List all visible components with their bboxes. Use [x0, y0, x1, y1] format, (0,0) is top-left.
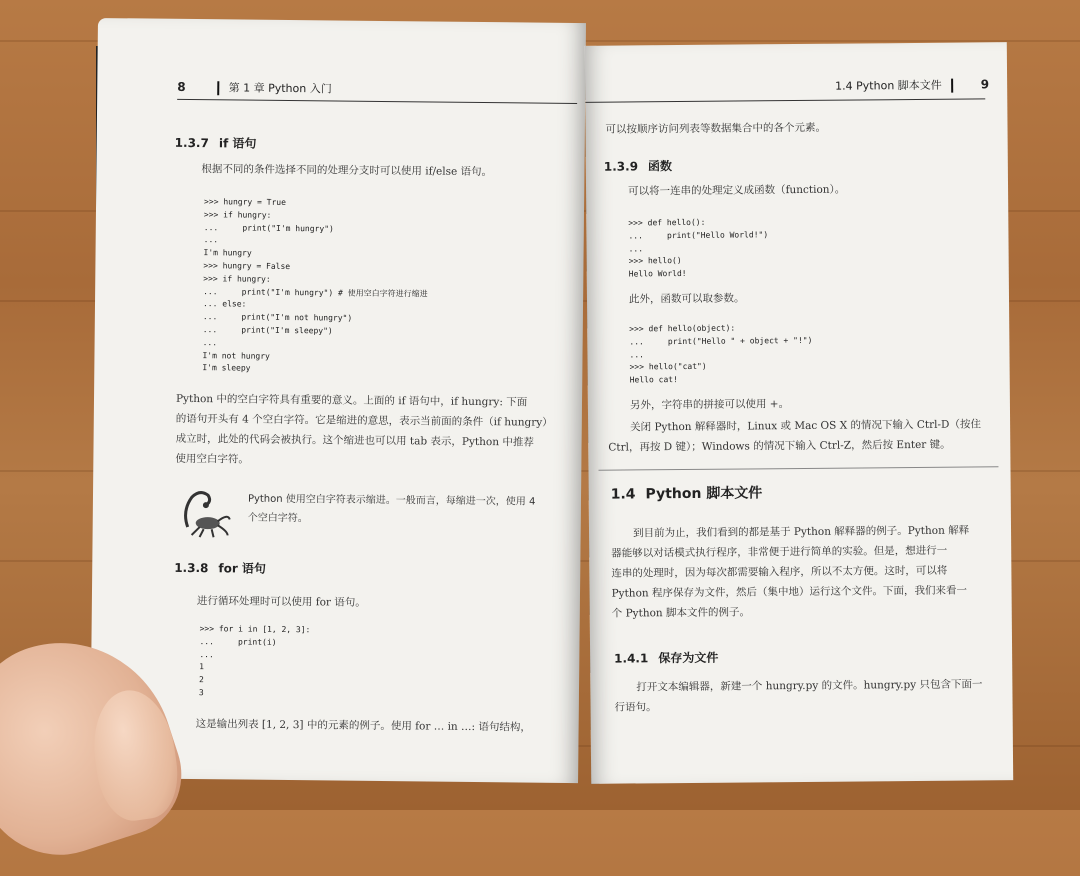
left-chapter-title: 第 1 章 Python 入门	[228, 81, 332, 96]
concat-text: 另外，字符串的拼接可以使用 +。	[629, 398, 790, 412]
section-1-3-7-intro: 根据不同的条件选择不同的处理分支时可以使用 if/else 语句。	[201, 163, 493, 179]
code-block-for: >>> for i in [1, 2, 3]: ... print(i) ... 1 2 3	[198, 624, 311, 698]
note-text: Python 使用空白字符表示缩进。一般而言，每缩进一次，使用 4 个空白字符。	[247, 493, 536, 525]
left-page-number: 8	[177, 79, 186, 94]
scorpion-icon	[178, 487, 233, 544]
section-1-3-7-heading: 1.3.7 if 语句	[174, 135, 257, 151]
section-1-3-9-heading: 1.3.9 函数	[603, 159, 673, 174]
right-page	[585, 42, 1013, 784]
section-1-4-heading: 1.4 Python 脚本文件	[610, 485, 763, 503]
section-1-4-1-heading: 1.4.1 保存为文件	[614, 650, 719, 666]
section-1-3-8-heading: 1.3.8 for 语句	[174, 560, 267, 576]
for-explanation: 这是输出列表 [1, 2, 3] 中的元素的例子。使用 for … in …: 语句结构，	[195, 718, 531, 734]
right-header-rule	[585, 98, 985, 102]
open-book	[88, 18, 1018, 788]
exit-interpreter-text: 关闭 Python 解释器时，Linux 或 Mac OS X 的情况下输入 Ctrl-D（按住 Ctrl，再按 D 键）；Windows 的情况下输入 Ctrl-Z，然后按 Enter 键。	[608, 418, 981, 454]
code-block-if: >>> hungry = True >>> if hungry: ... print("I'm hungry") ... I'm hungry >>> hungry = False >>> if hungry: ... print("I'm hungry") # 使用空白字符进行缩进 ... else: ... print("I'm not hungry") ... print("I'm sleepy") ... I'm not hungry I'm sleepy	[202, 197, 428, 373]
left-header-rule	[177, 99, 577, 104]
section-divider	[598, 466, 998, 470]
function-args-text: 此外，函数可以取参数。	[628, 292, 745, 306]
right-page-number: 9	[980, 77, 990, 92]
code-block-hello-object: >>> def hello(object): ... print("Hello " + object + "!") ... >>> hello("cat") Hello cat!	[629, 323, 813, 385]
section-1-3-8-intro: 进行循环处理时可以使用 for 语句。	[196, 595, 366, 609]
right-running-head	[835, 76, 989, 93]
whitespace-paragraph: Python 中的空白字符具有重要的意义。上面的 if 语句中，if hungry: 下面 的语句开头有 4 个空白字符。它是缩进的意思，表示当前面的条件（if hungry） 成立时，此处的代码会被执行。这个缩进也可以用 tab 表示，Python 中推荐 使用空白字符。	[175, 392, 553, 466]
left-running-head	[177, 79, 332, 97]
script-files-paragraph: 到目前为止，我们看到的都是基于 Python 解释器的例子。Python 解释 器能够以对话模式执行程序，非常便于进行简单的实验。但是，想进行一 连串的处理时，因为每次都需要输入程序，所以不太方便。这时，可以将 Python 程序保存为文件，然后（集中地）运行这个文件。下面，我们来看一 个 Python 脚本文件的例子。	[611, 524, 970, 620]
code-block-hello: >>> def hello(): ... print("Hello World!") ... >>> hello() Hello World!	[628, 217, 769, 279]
section-1-3-9-intro: 可以将一连串的处理定义成函数（function）。	[628, 183, 846, 198]
save-file-paragraph: 打开文本编辑器，新建一个 hungry.py 的文件。hungry.py 只包含下面一 行语句。	[614, 678, 983, 714]
right-section-title: 1.4 Python 脚本文件	[835, 78, 942, 93]
continued-paragraph: 可以按顺序访问列表等数据集合中的各个元素。	[605, 121, 827, 136]
left-page	[90, 18, 586, 783]
